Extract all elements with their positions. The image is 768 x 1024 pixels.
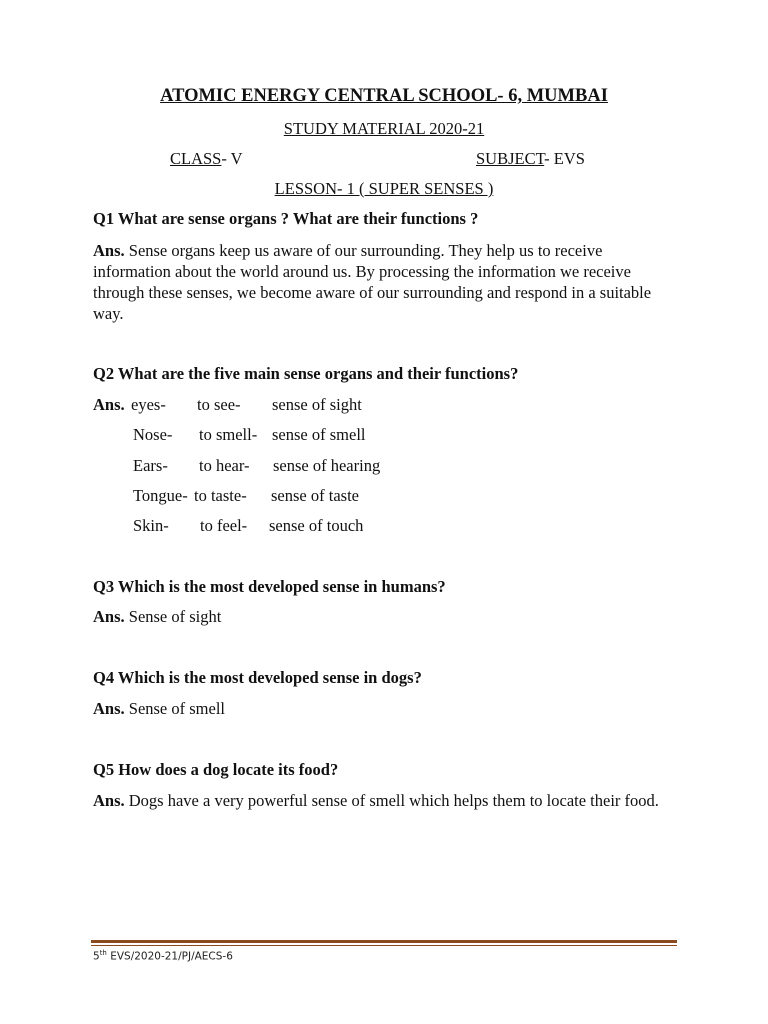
answer-3-label: Ans. — [93, 607, 125, 626]
organ-function: to smell- — [199, 425, 258, 444]
question-1: Q1 What are sense organs ? What are their functions ? — [93, 209, 479, 228]
footer-code — [93, 949, 233, 963]
answer-4 — [93, 698, 683, 719]
footer-rule-thick — [91, 940, 677, 943]
class-line — [170, 149, 243, 169]
question-4: Q4 Which is the most developed sense in dogs? — [93, 668, 422, 687]
school-title: ATOMIC ENERGY CENTRAL SCHOOL- 6, MUMBAI — [160, 86, 608, 106]
organ-sense: sense of taste — [271, 486, 359, 505]
lesson-heading: LESSON- 1 ( SUPER SENSES ) — [274, 179, 494, 198]
organ-name: Tongue- — [133, 486, 188, 505]
question-3: Q3 Which is the most developed sense in humans? — [93, 577, 446, 596]
question-2: Q2 What are the five main sense organs and their functions? — [93, 364, 519, 383]
answer-2-label: Ans. — [93, 395, 125, 414]
subject-label: SUBJECT — [476, 149, 545, 168]
footer-grade-suffix: th — [99, 949, 107, 957]
answer-1-label: Ans. — [93, 241, 125, 260]
answer-3 — [93, 606, 683, 627]
organ-sense: sense of hearing — [273, 456, 381, 475]
organ-sense: sense of sight — [272, 395, 362, 414]
class-value: - V — [221, 149, 243, 168]
answer-4-label: Ans. — [93, 699, 125, 718]
answer-5-text: Dogs have a very powerful sense of smell which helps them to locate their food. — [128, 791, 659, 810]
organ-name: Nose- — [133, 425, 173, 444]
organ-function: to hear- — [199, 456, 250, 475]
question-5: Q5 How does a dog locate its food? — [93, 760, 339, 779]
organ-function: to see- — [197, 395, 241, 414]
answer-1 — [93, 240, 683, 324]
study-material-heading: STUDY MATERIAL 2020-21 — [283, 119, 485, 138]
answer-1-text: Sense organs keep us aware of our surrounding. They help us to receive information about the world around us. By processing the information we receive through these senses, we become aware of our surrounding and respond in a suitable way. — [93, 241, 652, 323]
class-label: CLASS — [170, 149, 222, 168]
answer-5-label: Ans. — [93, 791, 125, 810]
organ-sense: sense of smell — [272, 425, 366, 444]
subject-line — [476, 149, 585, 169]
answer-3-text: Sense of sight — [128, 607, 222, 626]
organ-name: Ears- — [133, 456, 168, 475]
answer-5 — [93, 790, 683, 811]
organ-name: eyes- — [131, 395, 166, 414]
subject-value: - EVS — [544, 149, 585, 168]
organ-function: to taste- — [194, 486, 247, 505]
organ-function: to feel- — [200, 516, 248, 535]
answer-4-text: Sense of smell — [128, 699, 226, 718]
footer-code-text: EVS/2020-21/PJ/AECS-6 — [106, 950, 233, 963]
footer-grade-number: 5 — [93, 950, 100, 963]
footer-rule-thin — [91, 945, 677, 946]
organ-sense: sense of touch — [269, 516, 364, 535]
organ-name: Skin- — [133, 516, 169, 535]
